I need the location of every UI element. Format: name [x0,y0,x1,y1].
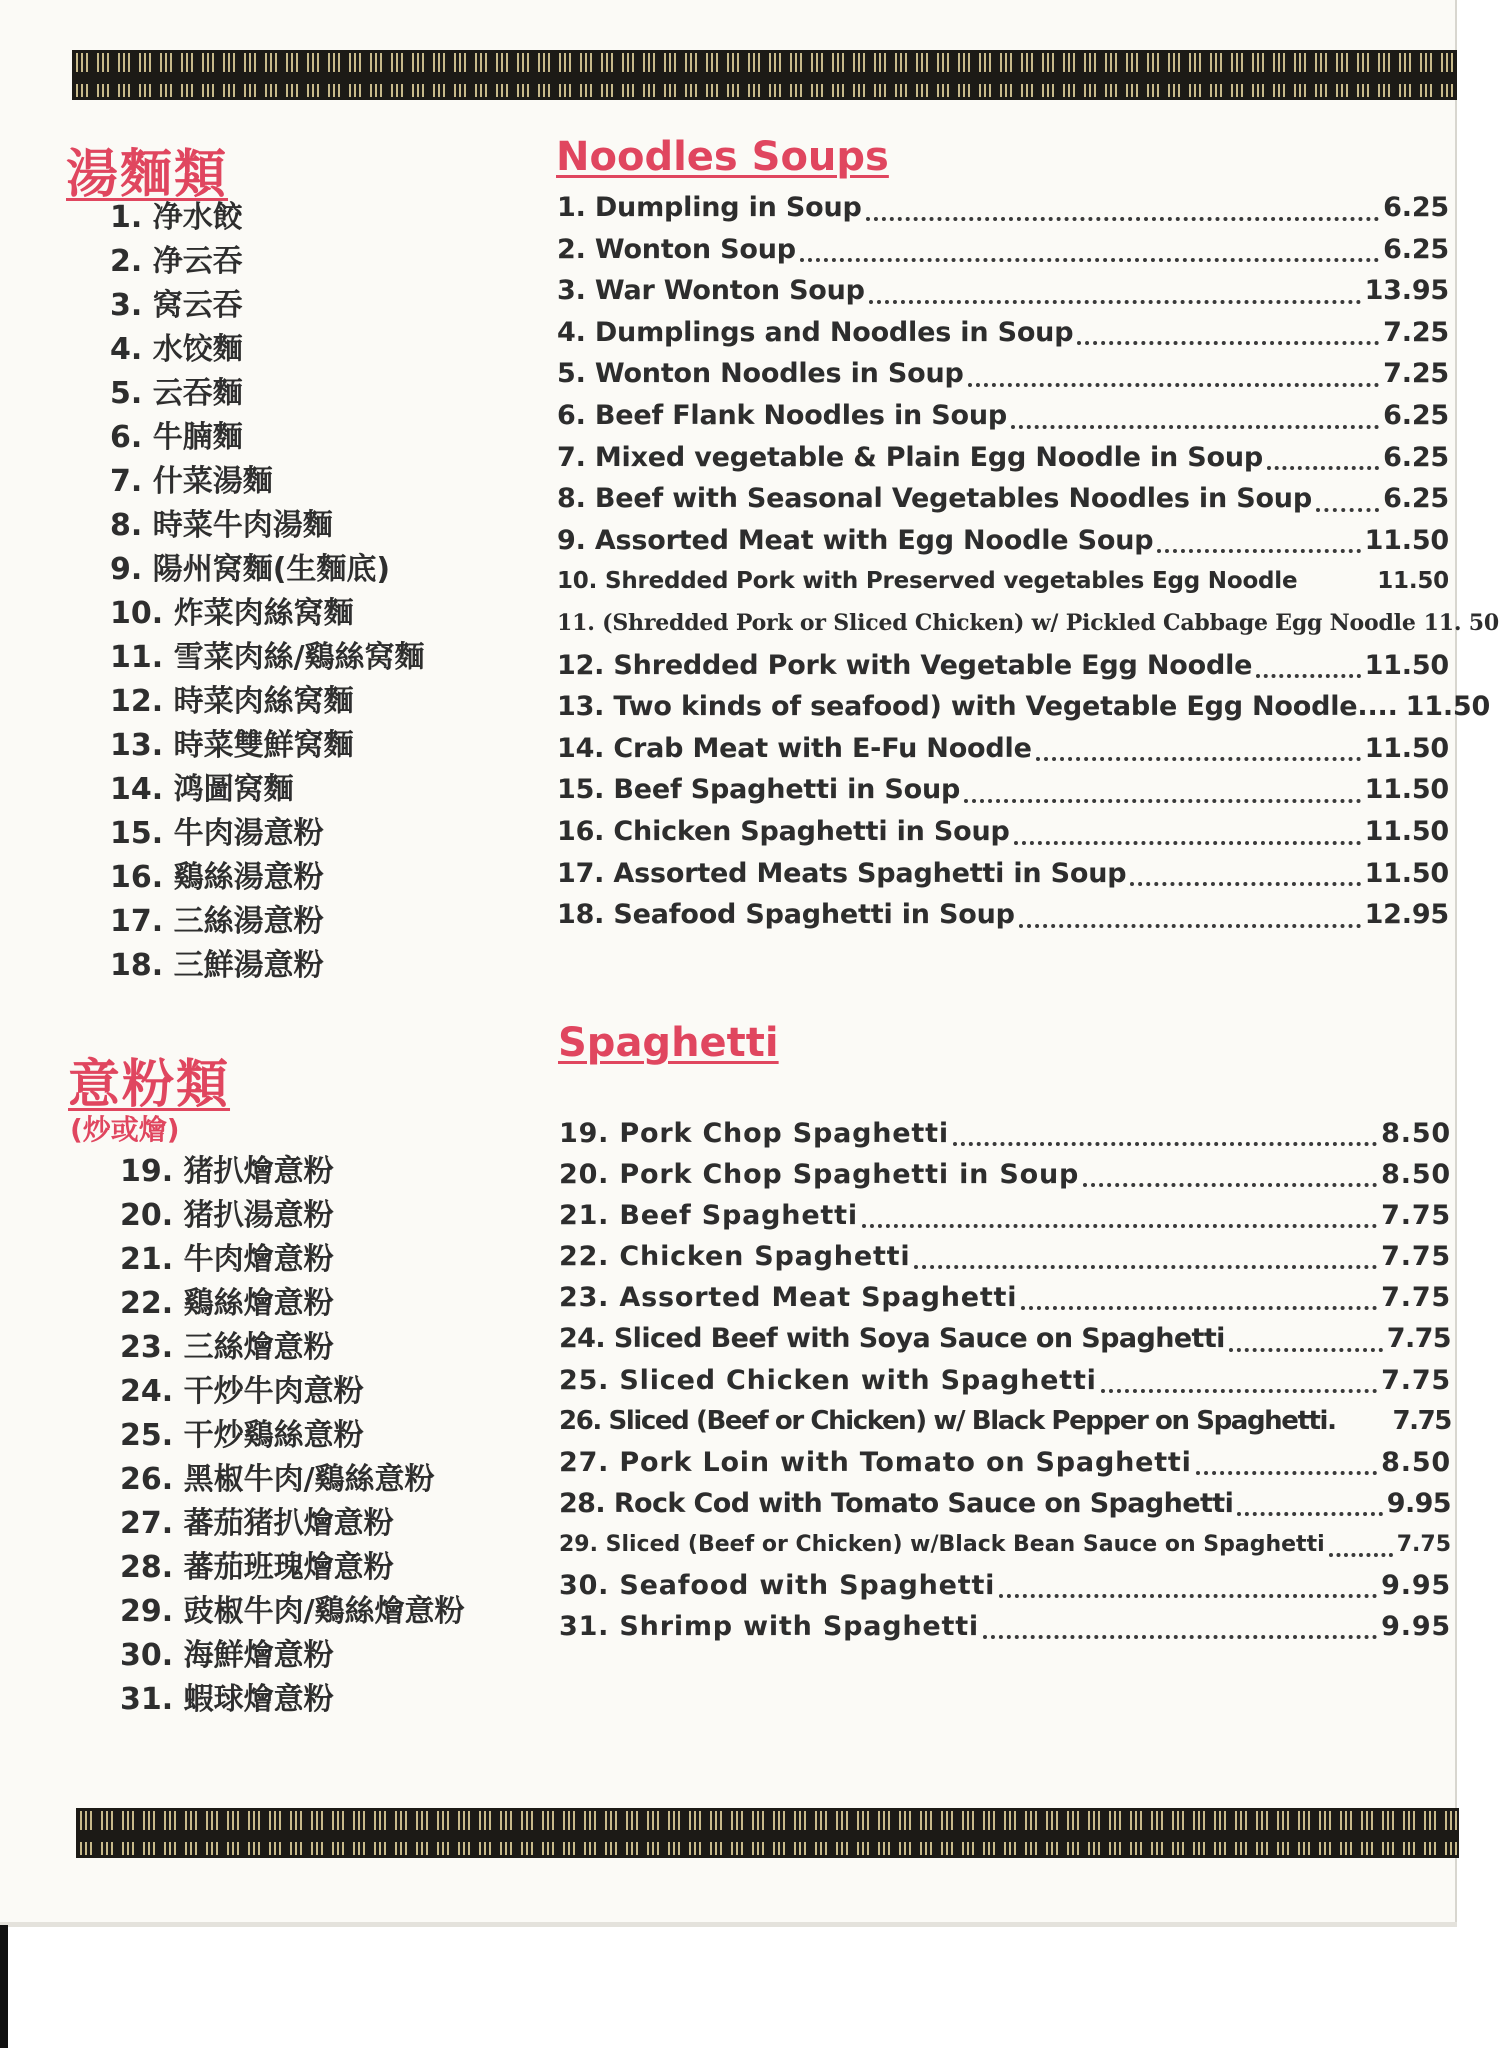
menu-item: 28. Rock Cod with Tomato Sauce on Spaghetti 9.95 [559,1487,1451,1519]
list-item: 20. 猪扒湯意粉 [120,1198,334,1233]
menu-item: 21. Beef Spaghetti 7.75 [559,1200,1451,1232]
menu-item: 29. Sliced (Beef or Chicken) w/Black Bean Sauce on Spaghetti 7.75 [559,1531,1451,1557]
menu-item: 26. Sliced (Beef or Chicken) w/ Black Pepper on Spaghetti. 7.75 [559,1405,1451,1436]
list-item: 5. 云吞麵 [110,376,243,411]
menu-item: 12. Shredded Pork with Vegetable Egg Noodle 11.50 [557,649,1449,681]
list-item: 16. 鷄絲湯意粉 [110,860,324,895]
menu-item: 25. Sliced Chicken with Spaghetti 7.75 [559,1364,1451,1396]
menu-item: 15. Beef Spaghetti in Soup 11.50 [557,774,1449,806]
list-item: 1. 净水餃 [110,200,243,235]
list-item: 4. 水饺麵 [110,332,243,367]
chinese-noodle-soup-heading: 湯麵類 [66,144,229,205]
menu-item: 24. Sliced Beef with Soya Sauce on Spaghetti 7.75 [559,1323,1451,1355]
list-item: 17. 三絲湯意粉 [110,904,324,939]
page-edge-shadow [0,1922,1457,1927]
list-item: 22. 鷄絲燴意粉 [120,1286,334,1321]
menu-item: 20. Pork Chop Spaghetti in Soup 8.50 [559,1159,1451,1191]
menu-item: 14. Crab Meat with E-Fu Noodle 11.50 [557,732,1449,764]
menu-item: 23. Assorted Meat Spaghetti 7.75 [559,1282,1451,1314]
menu-item: 7. Mixed vegetable & Plain Egg Noodle in Soup 6.25 [557,441,1449,473]
menu-item: 4. Dumplings and Noodles in Soup 7.25 [557,316,1449,348]
list-item: 6. 牛腩麵 [110,420,243,455]
noodle-soups-heading: Noodles Soups [556,134,889,180]
list-item: 21. 牛肉燴意粉 [120,1242,334,1277]
list-item: 15. 牛肉湯意粉 [110,816,324,851]
list-item: 10. 炸菜肉絲窝麵 [110,596,354,631]
list-item: 25. 干炒鷄絲意粉 [120,1418,364,1453]
list-item: 13. 時菜雙鮮窝麵 [110,728,354,763]
menu-item: 1. Dumpling in Soup 6.25 [557,192,1449,223]
menu-item: 8. Beef with Seasonal Vegetables Noodles in Soup 6.25 [557,483,1449,515]
list-item: 26. 黑椒牛肉/鷄絲意粉 [120,1462,435,1497]
chinese-spaghetti-subheading: (炒或燴) [70,1113,180,1146]
menu-item: 30. Seafood with Spaghetti 9.95 [559,1570,1451,1602]
list-item: 28. 蕃茄班瑰燴意粉 [120,1550,394,1585]
menu-item: 16. Chicken Spaghetti in Soup 11.50 [557,815,1449,847]
list-item: 2. 净云吞 [110,244,243,279]
list-item: 24. 干炒牛肉意粉 [120,1374,364,1409]
list-item: 12. 時菜肉絲窝麵 [110,684,354,719]
list-item: 11. 雪菜肉絲/鷄絲窝麵 [110,640,425,675]
menu-item: 19. Pork Chop Spaghetti 8.50 [559,1118,1451,1149]
menu-item: 3. War Wonton Soup 13.95 [557,275,1449,307]
spaghetti-heading: Spaghetti [558,1020,779,1066]
menu-item: 18. Seafood Spaghetti in Soup 12.95 [557,899,1449,931]
menu-item: 6. Beef Flank Noodles in Soup 6.25 [557,399,1449,431]
chinese-noodle-soup-list [110,196,425,988]
list-item: 18. 三鮮湯意粉 [110,948,324,983]
list-item: 9. 陽州窝麵(生麵底) [110,552,391,587]
menu-item: 2. Wonton Soup 6.25 [557,233,1449,265]
menu-item: 9. Assorted Meat with Egg Noodle Soup 11.50 [557,524,1449,556]
greek-key-border-top [72,50,1457,100]
menu-item: 5. Wonton Noodles in Soup 7.25 [557,358,1449,390]
chinese-spaghetti-list [120,1150,465,1722]
list-item: 27. 蕃茄猪扒燴意粉 [120,1506,394,1541]
menu-item: 13. Two kinds of seafood) with Vegetable Egg Noodle.... 11.50 [557,691,1491,723]
greek-key-border-bottom [76,1808,1459,1858]
menu-item: 11. (Shredded Pork or Sliced Chicken) w/ Pickled Cabbage Egg Noodle 11. 50 [557,609,1499,636]
list-item: 23. 三絲燴意粉 [120,1330,334,1365]
chinese-spaghetti-heading: 意粉類 [68,1054,231,1115]
menu-item: 17. Assorted Meats Spaghetti in Soup 11.50 [557,857,1449,889]
list-item: 14. 鸿圖窝麵 [110,772,294,807]
menu-item: 31. Shrimp with Spaghetti 9.95 [559,1611,1451,1643]
spaghetti-list [559,1113,1451,1647]
noodle-soups-list [557,187,1499,936]
list-item: 29. 豉椒牛肉/鷄絲燴意粉 [120,1594,465,1629]
menu-item: 10. Shredded Pork with Preserved vegetables Egg Noodle 11.50 [557,568,1449,595]
list-item: 19. 猪扒燴意粉 [120,1154,334,1189]
list-item: 30. 海鮮燴意粉 [120,1638,334,1673]
scan-edge-mark [0,1925,8,2048]
menu-item: 27. Pork Loin with Tomato on Spaghetti 8.50 [559,1446,1451,1478]
list-item: 7. 什菜湯麵 [110,464,273,499]
list-item: 3. 窝云吞 [110,288,243,323]
menu-item: 22. Chicken Spaghetti 7.75 [559,1241,1451,1273]
list-item: 31. 蝦球燴意粉 [120,1682,334,1717]
list-item: 8. 時菜牛肉湯麵 [110,508,333,543]
